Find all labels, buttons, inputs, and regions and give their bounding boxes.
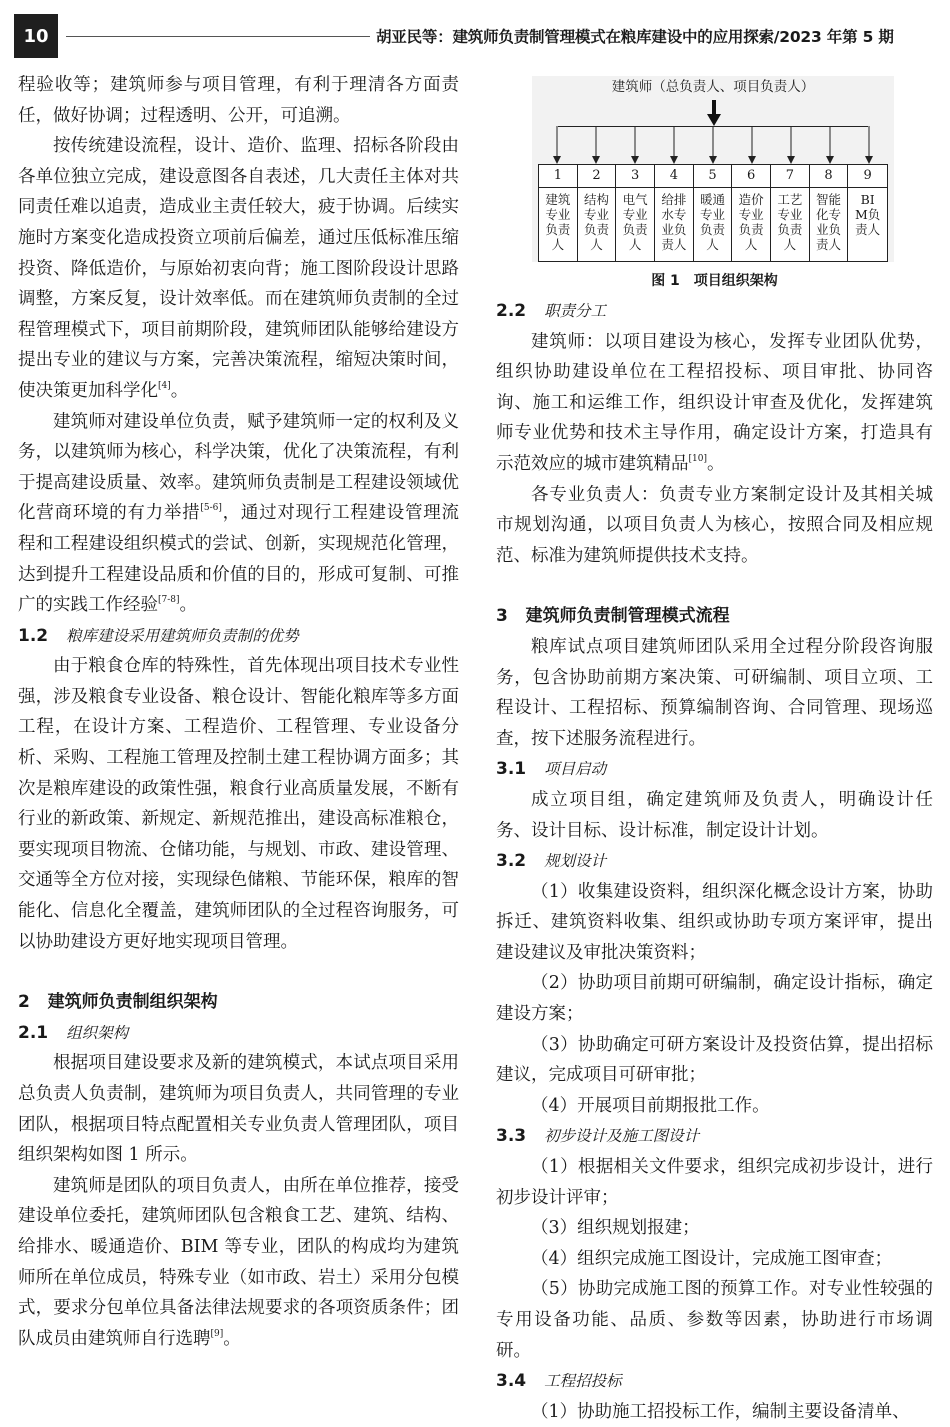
section-heading-3: 3 建筑师负责制管理模式流程 bbox=[496, 606, 730, 627]
role-label: 造价专业负责人 bbox=[738, 192, 764, 252]
figure-caption: 图 1 项目组织架构 bbox=[651, 273, 778, 289]
paragraph: （3）协助确定可研方案设计及投资估算，提出招标建议，完成项目可研审批； bbox=[496, 1034, 933, 1086]
role-cell bbox=[578, 165, 617, 261]
role-label: 智能化专业负责人 bbox=[815, 192, 841, 252]
paragraph: 程验收等；建筑师参与项目管理，有利于理清各方面责任，做好协调；过程透明、公开，可追溯。 bbox=[18, 75, 459, 126]
section-heading-2-2: 2.2 职责分工 bbox=[496, 301, 607, 321]
down-arrow-icon bbox=[707, 100, 721, 126]
role-cell bbox=[771, 165, 810, 261]
paragraph: （4）开展项目前期报批工作。 bbox=[531, 1095, 770, 1116]
role-cell bbox=[848, 165, 887, 261]
section-heading-1-2: 1.2 粮库建设采用建筑师负责制的优势 bbox=[18, 625, 299, 646]
paragraph: 按传统建设流程，设计、造价、监理、招标各阶段由各单位独立完成，建设意图各自表述，几大责任主体对共同责任难以追责，造成业主责任较大，疲于协调。后续实施时方案变化造成投资立项前后偏差，通过压低标准压缩投资、降低造价，与原始初衷向背；施工图阶段设计思路调整，方案反复，设计效率低。而在建筑师负责制的全过程管理模式下，项目前期阶段，建筑师团队能够给建设方提出专业的建议与方案，完善决策流程，缩短决策时间，使决策更加科学化[4]。 bbox=[18, 136, 459, 401]
section-heading-2-1: 2.1 组织架构 bbox=[18, 1022, 129, 1043]
org-chart-figure bbox=[496, 68, 933, 296]
paragraph: （1）根据相关文件要求，组织完成初步设计，进行初步设计评审； bbox=[496, 1157, 933, 1208]
role-cell bbox=[539, 165, 578, 261]
down-arrow-icon bbox=[865, 126, 873, 164]
role-label: 暖通专业负责人 bbox=[699, 192, 725, 252]
paragraph: （3）组织规划报建； bbox=[531, 1218, 700, 1239]
citation: [4] bbox=[158, 380, 171, 391]
paragraph: 由于粮食仓库的特殊性，首先体现出项目技术专业性强，涉及粮食专业设备、粮仓设计、智能化粮库等多方面工程，在设计方案、工程造价、工程管理、专业设备分析、采购、工程施工管理及控制土建工程协调方面多；其次是粮库建设的政策性强，粮食行业高质量发展，不断有行业的新政策、新规定、新规范推出，建设高标准粮仓，要实现项目物流、仓储功能，与规划、市政、建设管理、交通等全方位对接，实现绿色储粮、节能环保，粮库的智能化、信息化全覆盖，建筑师团队的全过程咨询服务，可以协助建设方更好地实现项目管理。 bbox=[18, 656, 459, 952]
role-number: 1 bbox=[539, 165, 577, 188]
section-heading-3-3: 3.3 初步设计及施工图设计 bbox=[496, 1126, 700, 1147]
role-label: 建筑专业负责人 bbox=[545, 192, 571, 252]
paragraph: 粮库试点项目建筑师团队采用全过程分阶段咨询服务，包含协助前期方案决策、可研编制、项目立项、工程设计、工程招标、预算编制咨询、合同管理、现场巡查，按下述服务流程进行。 bbox=[496, 636, 933, 749]
role-label: 工艺专业负责人 bbox=[777, 192, 803, 252]
paragraph: （5）协助完成施工图的预算工作。对专业性较强的专用设备功能、品质、参数等因素，协助进行市场调研。 bbox=[496, 1279, 933, 1361]
role-number: 5 bbox=[694, 165, 732, 188]
down-arrow-icon bbox=[826, 126, 834, 164]
architect-node-label: 建筑师（总负责人、项目负责人） bbox=[611, 79, 815, 95]
citation: [10] bbox=[688, 453, 707, 464]
role-label: 电气专业负责人 bbox=[622, 192, 648, 252]
citation: [5-6] bbox=[200, 503, 222, 514]
role-cell bbox=[655, 165, 694, 261]
role-cell bbox=[694, 165, 733, 261]
down-arrow-icon bbox=[631, 126, 639, 164]
role-number: 4 bbox=[655, 165, 693, 188]
paragraph: （1）协助施工招投标工作，编制主要设备清单、 bbox=[531, 1401, 910, 1422]
down-arrow-icon bbox=[592, 126, 600, 164]
role-label: 给排水专业负责人 bbox=[661, 192, 687, 252]
down-arrow-icon bbox=[670, 126, 678, 164]
paragraph: 建筑师对建设单位负责，赋予建筑师一定的权利及义务，以建筑师为核心，科学决策，优化了决策流程，有利于提高建设质量、效率。建筑师负责制是工程建设领域优化营商环境的有力举措[5-6]，通过对现行工程建设管理流程和工程建设组织模式的尝试、创新，实现规范化管理，达到提升工程建设品质和价值的目的，形成可复制、可推广的实践工作经验[7-8]。 bbox=[18, 411, 460, 616]
role-cell bbox=[732, 165, 771, 261]
role-cell bbox=[616, 165, 655, 261]
section-heading-3-1: 3.1 项目启动 bbox=[496, 759, 607, 780]
paragraph: （1）收集建设资料，组织深化概念设计方案，协助拆迁、建筑资料收集、组织或协助专项方案评审，提出建设建议及审批决策资料； bbox=[496, 881, 933, 963]
down-arrow-icon bbox=[553, 126, 561, 164]
role-number: 3 bbox=[616, 165, 654, 188]
left-column bbox=[18, 70, 459, 1354]
paragraph: （4）组织完成施工图设计，完成施工图审查； bbox=[531, 1248, 893, 1269]
role-number: 8 bbox=[810, 165, 848, 188]
running-title: 胡亚民等：建筑师负责制管理模式在粮库建设中的应用探索/2023 年第 5 期 bbox=[376, 28, 894, 46]
role-number: 7 bbox=[771, 165, 809, 188]
paragraph: 成立项目组，确定建筑师及负责人，明确设计任务、设计目标、设计标准，制定设计计划。 bbox=[496, 789, 933, 841]
role-cell bbox=[810, 165, 849, 261]
role-label: BIM负责人 bbox=[855, 192, 881, 237]
down-arrow-icon bbox=[787, 126, 795, 164]
paragraph: （2）协助项目前期可研编制，确定设计指标，确定建设方案； bbox=[496, 973, 933, 1025]
section-heading-3-4: 3.4 工程招投标 bbox=[496, 1371, 622, 1392]
down-arrow-icon bbox=[748, 126, 756, 164]
paragraph: 各专业负责人：负责专业方案制定设计及其相关城市规划沟通，以项目负责人为核心，按照合同及相应规范、标准为建筑师提供技术支持。 bbox=[496, 484, 933, 566]
paragraph: 建筑师是团队的项目负责人，由所在单位推荐，接受建设单位委托，建筑师团队包含粮食工艺、建筑、结构、给排水、暖通造价、BIM 等专业，团队的构成均为建筑师所在单位成员，特殊专业（如市政、岩土）采用分包模式，要求分包单位具备法律法规要求的各项资质条件；团队成员由建筑师自行选聘[9]。 bbox=[18, 1175, 459, 1349]
role-table bbox=[538, 164, 888, 262]
paragraph: 建筑师：以项目建设为核心，发挥专业团队优势，组织协助建设单位在工程招投标、项目审批、协同咨询、施工和运维工作，组织设计审查及优化，发挥建筑师专业优势和技术主导作用，确定设计方案，打造具有示范效应的城市建筑精品[10]。 bbox=[496, 331, 933, 474]
section-heading-3-2: 3.2 规划设计 bbox=[496, 851, 607, 872]
header-rule bbox=[66, 36, 370, 37]
role-label: 结构专业负责人 bbox=[583, 192, 609, 252]
citation: [9] bbox=[210, 1328, 224, 1339]
section-heading-2: 2 建筑师负责制组织架构 bbox=[18, 992, 218, 1013]
page-header bbox=[0, 0, 950, 62]
right-column bbox=[496, 70, 933, 1427]
role-number: 6 bbox=[732, 165, 770, 188]
role-number: 9 bbox=[848, 165, 887, 188]
paragraph: 根据项目建设要求及新的建筑模式，本试点项目采用总负责人负责制，建筑师为项目负责人，共同管理的专业团队，根据项目特点配置相关专业负责人管理团队，项目组织架构如图 1 所示。 bbox=[18, 1053, 459, 1166]
page-number: 10 bbox=[14, 14, 58, 58]
citation: [7-8] bbox=[158, 595, 180, 606]
role-number: 2 bbox=[578, 165, 616, 188]
down-arrow-icon bbox=[709, 126, 717, 164]
